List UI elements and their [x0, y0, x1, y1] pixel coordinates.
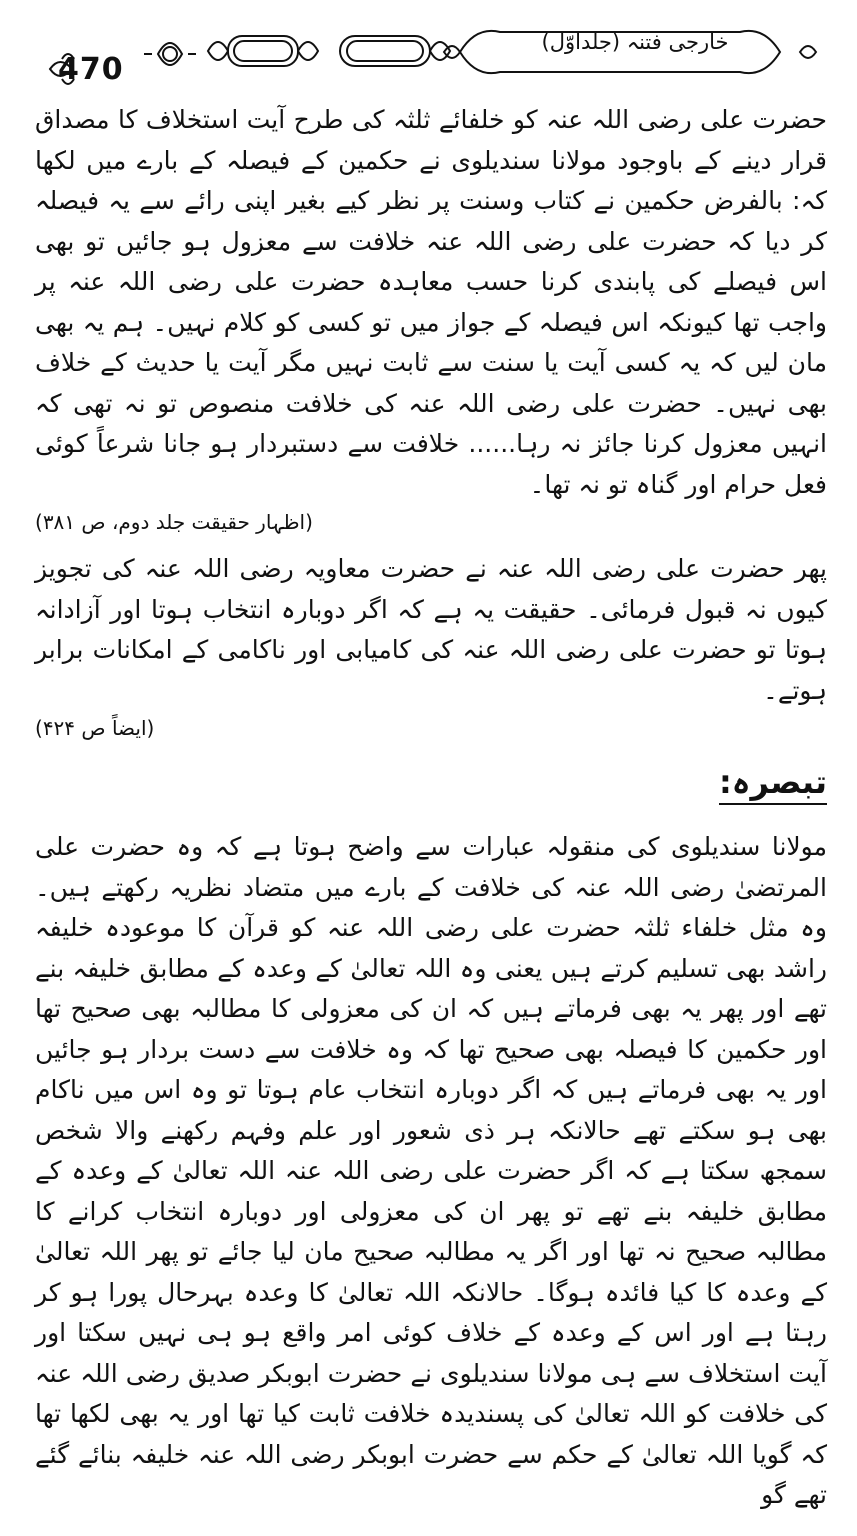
paragraph-review: مولانا سندیلوی کی منقولہ عبارات سے واضح ہوتا ہے کہ وہ حضرت علی المرتضیٰ رضی اللہ عنہ کی خلافت کے بارے میں متضاد نظریہ رکھتے ہیں۔ وہ مثل خلفاء ثلثہ حضرت علی رضی اللہ عنہ کو قرآن کا موعودہ خلیفہ راشد بھی تسلیم کرتے ہیں یعنی وہ اللہ تعالیٰ کے وعدہ کے مطابق خلیفہ بنے تھے اور پھر یہ بھی فرماتے ہیں کہ ان کی معزولی کا مطالبہ بھی صحیح تھا اور حکمین کا فیصلہ بھی صحیح تھا کہ وہ خلافت سے دست بردار ہو جائیں اور یہ بھی فرماتے ہیں کہ اگر دوبارہ انتخاب عام ہوتا تو وہ اس میں ناکام بھی ہو سکتے تھے حالانکہ ہر ذی شعور اور علم وفہم رکھنے والا شخص سمجھ سکتا ہے کہ اگر حضرت علی رضی اللہ عنہ اللہ تعالیٰ کے وعدہ کے مطابق خلیفہ بنے تھے تو پھر ان کی معزولی اور دوبارہ انتخاب کرانے کا مطالبہ صحیح نہ تھا اور اگر یہ مطالبہ صحیح مان لیا جائے تو پھر اللہ تعالیٰ کے وعدہ کا کیا فائدہ ہوگا۔ حالانکہ اللہ تعالیٰ کا وعدہ بہرحال پورا ہو کر رہتا ہے اور اس کے وعدہ کے خلاف کوئی امر واقع ہو ہی نہیں سکتا اور آیت استخلاف سے ہی مولانا سندیلوی نے حضرت ابوبکر صدیق رضی اللہ عنہ کی خلافت کو اللہ تعالیٰ کی پسندیدہ خلافت ثابت کیا تھا اور یہ بھی لکھا تھا کہ گویا اللہ تعالیٰ کے حکم سے حضرت ابوبکر رضی اللہ عنہ خلیفہ بنائے گئے تھے گو	[35, 832, 827, 1509]
section-heading: تبصرہ:	[719, 763, 827, 805]
page-number: 470	[58, 52, 124, 87]
paragraph-quote-1: حضرت علی رضی اللہ عنہ کو خلفائے ثلثہ کی طرح آیت استخلاف کا مصداق قرار دینے کے باوجود مولانا سندیلوی نے حکمین کے فیصلہ کے بارے میں لکھا کہ: بالفرض حکمین نے کتاب وسنت پر نظر کیے بغیر اپنی رائے سے یہ فیصلہ کر دیا کہ حضرت علی رضی اللہ عنہ خلافت سے معزول ہو جائیں تو بھی اس فیصلے کی پابندی کرنا حسب معاہدہ حضرت علی رضی اللہ عنہ پر واجب تھا کیونکہ اس فیصلہ کے جواز میں تو کسی کو کلام نہیں۔ ہم یہ بھی مان لیں کہ یہ کسی آیت یا سنت سے ثابت نہیں مگر آیت یا حدیث کے خلاف بھی نہیں۔ حضرت علی رضی اللہ عنہ کی خلافت منصوص تو نہ تھی کہ انہیں معزول کرنا جائز نہ رہا...... خلافت سے دستبردار ہو جانا شرعاً کوئی فعل حرام اور گناہ تو نہ تھا۔	[35, 105, 827, 499]
book-title: خارجی فتنہ (جلداوّل)	[541, 30, 729, 54]
citation-2: (ایضاً ص ۴۲۴)	[35, 716, 155, 740]
header-ornament	[40, 14, 830, 94]
citation-1: (اظہار حقیقت جلد دوم، ص ۳۸۱)	[35, 510, 313, 534]
page-content	[35, 100, 827, 1516]
page-header	[40, 14, 830, 94]
paragraph-quote-2: پھر حضرت علی رضی اللہ عنہ نے حضرت معاویہ رضی اللہ عنہ کی تجویز کیوں نہ قبول فرمائی۔ حقیقت یہ ہے کہ اگر دوبارہ انتخاب ہوتا اور آزادانہ ہوتا تو حضرت علی رضی اللہ عنہ کی کامیابی اور ناکامی کے امکانات برابر ہوتے۔	[35, 554, 827, 705]
